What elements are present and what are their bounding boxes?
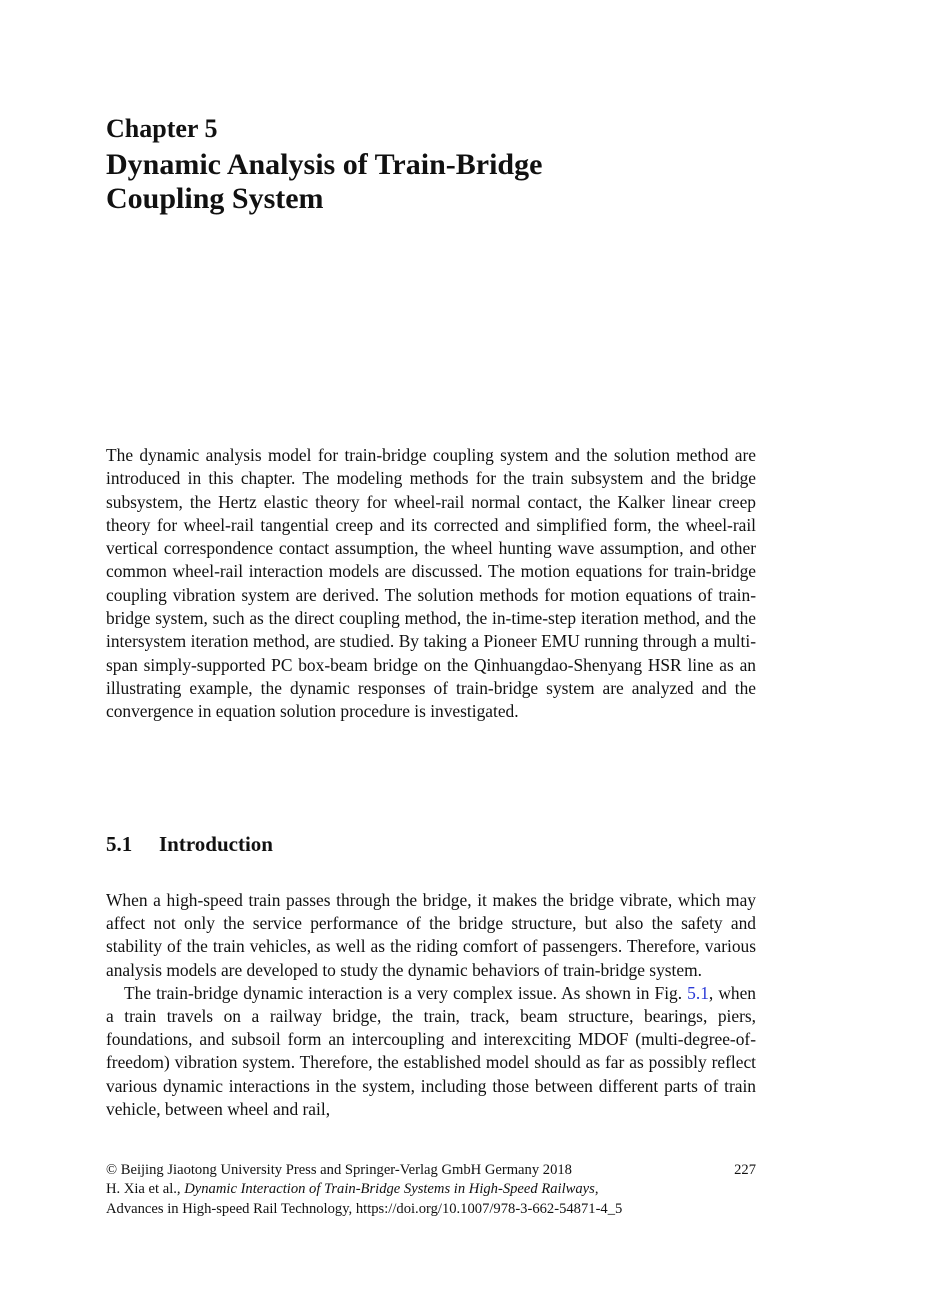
chapter-label: Chapter 5 bbox=[106, 114, 218, 143]
footer-title-comma: , bbox=[594, 1181, 599, 1198]
paragraph-2-text-start: The train-bridge dynamic interaction is a very complex issue. As shown in Fig. bbox=[124, 982, 683, 1003]
section-body bbox=[106, 889, 756, 1121]
section-title: Introduction bbox=[159, 832, 273, 856]
figure-link[interactable]: 5.1 bbox=[687, 982, 709, 1003]
body-paragraph-1: When a high-speed train passes through the bridge, it makes the bridge vibrate, which may affect not only the service performance of the bridge structure, but also the safety and stability of the train vehicles, as well as the riding comfort of passengers. Therefore, various analysis models are developed to study the dynamic behaviors of train-bridge system. bbox=[106, 890, 756, 980]
footer-series-doi: Advances in High-speed Rail Technology, https://doi.org/10.1007/978-3-662-54871-4_5 bbox=[106, 1200, 623, 1217]
chapter-title bbox=[106, 148, 806, 216]
footer-citation bbox=[106, 1180, 756, 1199]
section-number: 5.1 bbox=[106, 832, 133, 856]
page-footer bbox=[106, 1161, 756, 1219]
footer-copyright: © Beijing Jiaotong University Press and Springer-Verlag GmbH Germany 2018 bbox=[106, 1162, 572, 1178]
paragraph-2-text-end: , when a train travels on a railway bridge, the train, track, beam structure, bearings, piers, foundations, and subsoil form an intercoupling and interexciting MDOF (multi-degree-of-freedom) vibration system. Therefore, the established model should as far as possibly reflect various dynamic interactions in the system, including those between different parts of train vehicle, between wheel and rail, bbox=[106, 982, 756, 1119]
section-heading bbox=[106, 830, 273, 858]
footer-book-title: Dynamic Interaction of Train-Bridge Systems in High-Speed Railways bbox=[184, 1181, 595, 1198]
chapter-title-line2: Coupling System bbox=[106, 182, 324, 215]
chapter-title-line1: Dynamic Analysis of Train-Bridge bbox=[106, 148, 543, 181]
chapter-abstract: The dynamic analysis model for train-bridge coupling system and the solution method are introduced in this chapter. The modeling methods for the train subsystem and the bridge subsystem, the Hertz elastic theory for wheel-rail normal contact, the Kalker linear creep theory for wheel-rail tangential creep and its corrected and simplified form, the wheel-rail vertical correspondence contact assumption, the wheel hunting wave assumption, and other common wheel-rail interaction models are discussed. The motion equations for train-bridge coupling vibration system are derived. The solution methods for motion equations of train-bridge system, such as the direct coupling method, the in-time-step iteration method, and the intersystem iteration method, are studied. By taking a Pioneer EMU running through a multi-span simply-supported PC box-beam bridge on the Qinhuangdao-Shenyang HSR line as an illustrating example, the dynamic responses of train-bridge system are analyzed and the convergence in equation solution procedure is investigated. bbox=[106, 445, 756, 722]
footer-authors: H. Xia et al., bbox=[106, 1181, 181, 1198]
page-number: 227 bbox=[734, 1162, 756, 1178]
body-paragraph-2 bbox=[106, 982, 756, 1121]
